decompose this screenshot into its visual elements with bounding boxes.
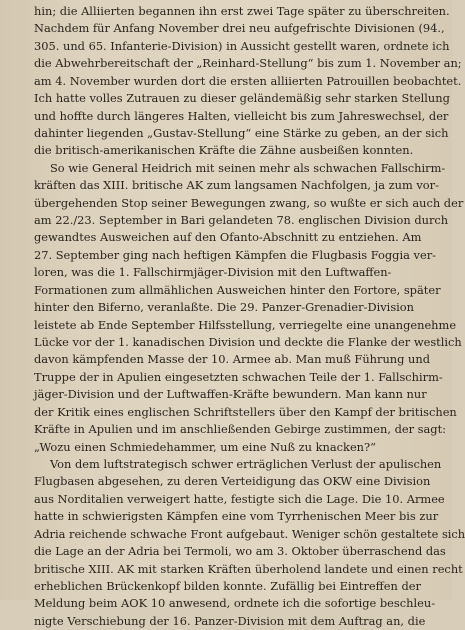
text-line: übergehenden Stop seiner Bewegungen zwang, so wußte er sich auch der [34,195,464,210]
text-line: Kräfte in Apulien und im anschließenden Gebirge zustimmen, der sagt: [34,422,447,437]
text-line: Ich hatte volles Zutrauen zu dieser geländemäßig sehr starken Stellung [34,91,450,106]
text-line: leistete ab Ende September Hilfsstellung, verriegelte eine unangenehme [34,317,457,332]
text-line: Flugbasen abgesehen, zu deren Verteidigung das OKW eine Division [34,474,431,489]
text-line: gewandtes Ausweichen auf den Ofanto-Abschnitt zu entziehen. Am [34,230,422,245]
body-text [34,3,465,630]
text-line: die Lage an der Adria bei Termoli, wo am 3. Oktober überraschend das [34,544,446,559]
text-line: hatte in schwierigsten Kämpfen eine vom Tyrrhenischen Meer bis zur [34,509,439,524]
text-line: nigte Verschiebung der 16. Panzer-Division mit dem Auftrag an, die [34,613,426,628]
text-line: hinter den Biferno, veranlaßte. Die 29. Panzer-Grenadier-Division [34,300,414,315]
text-line: Lücke vor der 1. kanadischen Division und deckte die Flanke der westlich [34,335,462,350]
text-line: davon kämpfenden Masse der 10. Armee ab. Man muß Führung und [34,352,430,367]
text-line: der Kritik eines englischen Schriftstellers über den Kampf der britischen [34,404,457,419]
text-line: am 4. November wurden dort die ersten alliierten Patrouillen beobachtet. [34,73,462,88]
text-line: dahinter liegenden „Gustav-Stellung“ eine Stärke zu geben, an der sich [34,125,449,140]
text-line: jäger-Division und der Luftwaffen-Kräfte bewundern. Man kann nur [34,387,427,402]
text-line: 27. September ging nach heftigen Kämpfen die Flugbasis Foggia ver- [34,247,436,262]
text-line: aus Norditalien verweigert hatte, festigte sich die Lage. Die 10. Armee [34,491,445,506]
text-line: 305. und 65. Infanterie-Division) in Aussicht gestellt waren, ordnete ich [34,38,450,53]
paragraph-first-line: So wie General Heidrich mit seinen mehr als schwachen Fallschirm- [50,160,446,175]
text-line: am 22./23. September in Bari gelandeten 78. englischen Division durch [34,213,449,228]
text-line: loren, was die 1. Fallschirmjäger-Division mit den Luftwaffen- [34,265,392,280]
text-line: Truppe der in Apulien eingesetzten schwachen Teile der 1. Fallschirm- [34,369,443,384]
quote-line: „Wozu einen Schmiedehammer, um eine Nuß zu knacken?“ [34,439,376,454]
paragraph-first-line: Von dem luftstrategisch schwer erträglichen Verlust der apulischen [50,456,442,471]
text-line: die britisch-amerikanischen Kräfte die Zähne ausbeißen konnten. [34,143,414,158]
text-line: Adria reichende schwache Front aufgebaut. Weniger schön gestaltete sich [34,526,465,541]
text-line: Meldung beim AOK 10 anwesend, ordnete ich die sofortige beschleu- [34,596,436,611]
text-line: erheblichen Brückenkopf bilden konnte. Zufällig bei Eintreffen der [34,578,421,593]
text-line: hin; die Alliierten begannen ihn erst zwei Tage später zu überschreiten. [34,4,450,18]
text-line: Nachdem für Anfang November drei neu aufgefrischte Divisionen (94., [34,21,445,36]
text-line: kräften das XIII. britische AK zum langsamen Nachfolgen, ja zum vor- [34,178,439,193]
text-line: und hoffte durch längeres Halten, vielleicht bis zum Jahreswechsel, der [34,108,449,123]
text-line: Formationen zum allmählichen Ausweichen hinter den Fortore, später [34,282,441,297]
text-line: die Abwehrbereitschaft der „Reinhard-Stellung“ bis zum 1. November an; [34,56,462,71]
text-line: britische XIII. AK mit starken Kräften überholend landete und einen recht [34,561,463,576]
